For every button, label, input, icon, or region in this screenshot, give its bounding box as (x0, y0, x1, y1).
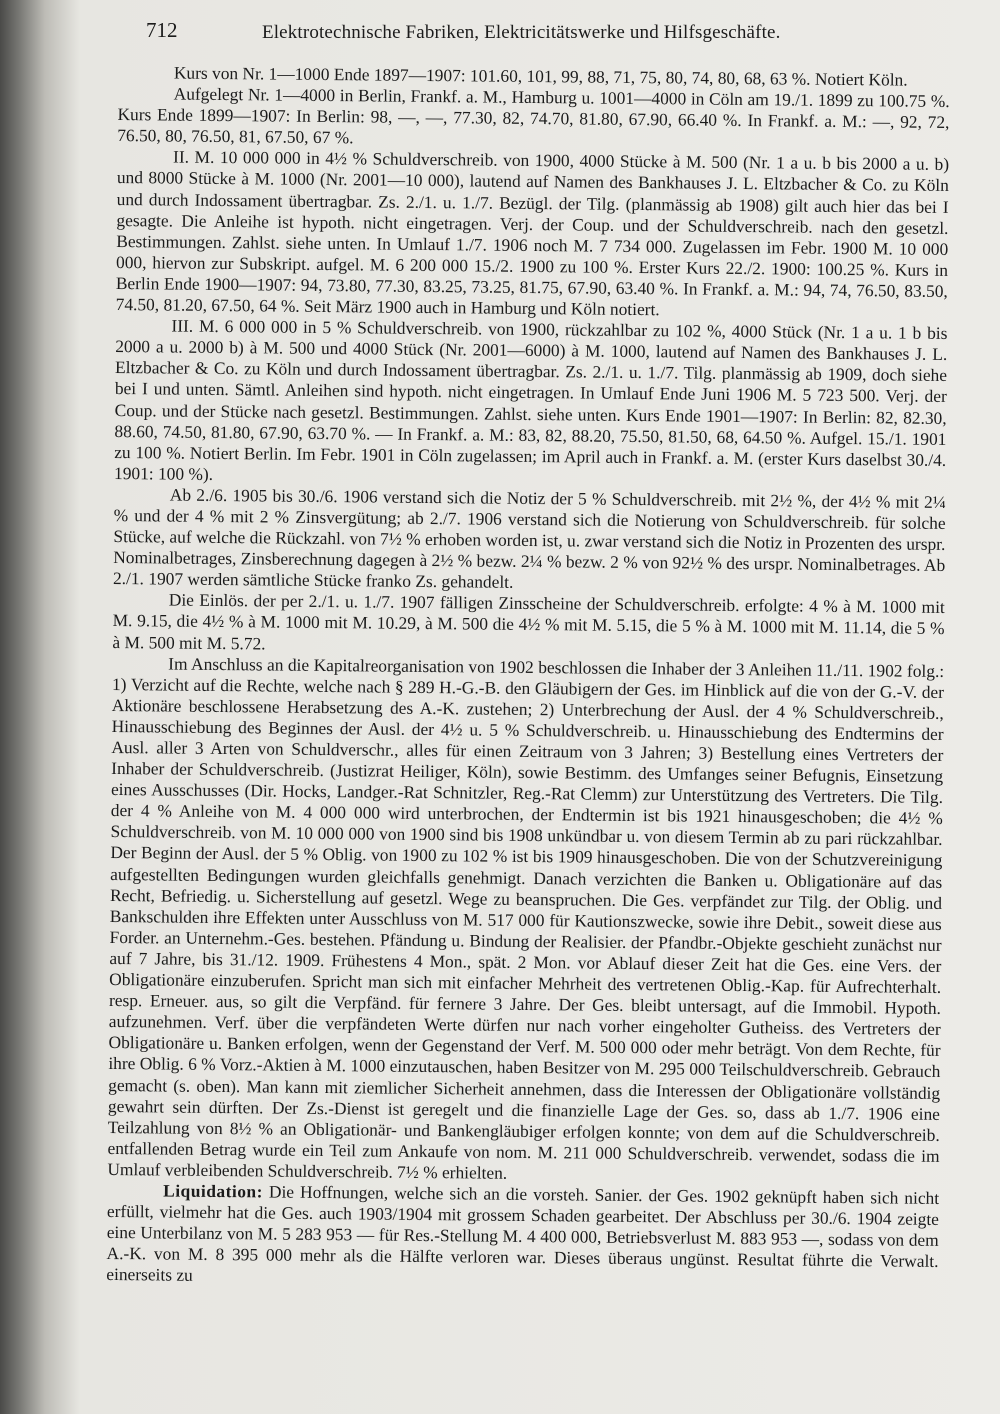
paragraph-aufgelegt: Aufgelegt Nr. 1—4000 in Berlin, Frankf. a. M., Hamburg u. 1001—4000 in Cöln am 19./1. 1899 zu 100.75 %. Kurs Ende 1899—1907: In Berlin: 98, —, —, 77.30, 82, 74.70, 81.80, 67.90, 66.40 %. In Frankf. a. M.: —, 92, 72, 76.50, 80, 76.50, 81, 67.50, 67 %. (117, 83, 950, 148)
page-header (146, 14, 986, 44)
running-title: Elektrotechnische Fabriken, Elektricitätswerke und Hilfsgeschäfte. (262, 22, 781, 43)
paragraph-reorganisation: Im Anschluss an die Kapitalreorganisation von 1902 beschlossen die Inhaber der 3 Anleihen 11./11. 1902 folg.: 1) Verzicht auf die Rechte, welche nach § 289 H.-G.-B. den Gläubigern der Ges. im Hinblick auf die von der G.-V. der Aktionäre beschlossene Herabsetzung des A.-K. zustehen; 2) Unterbrechung der Ausl. der 4 % Schuldverschreib., Hinausschiebung des Beginnes der Ausl. der 4½ u. 5 % Schuldverschreib. u. Hinausschiebung des Endtermins der Ausl. aller 3 Arten von Schuldverschr., alles für einen Zeitraum von 3 Jahren; 3) Bestellung eines Vertreters der Inhaber der Schuldverschreib. (Justizrat Heiliger, Köln), sowie Bestimm. des Umfanges seiner Befugnis, Einsetzung eines Ausschusses (Dir. Hocks, Landger.-Rat Schnitzler, Reg.-Rat Clemm) zur Unterstützung des Vertreters. Die Tilg. der 4 % Anleihe von M. 4 000 000 wird unterbrochen, der Endtermin ist bis 1921 hinausgeschoben; die 4½ % Schuldverschreib. von M. 10 000 000 von 1900 sind bis 1908 unkündbar u. von diesem Termin ab zu pari rückzahlbar. Der Beginn der Ausl. der 5 % Oblig. von 1900 zu 102 % ist bis 1909 hinausgeschoben. Die von der Schutzvereinigung aufgestellten Bedingungen wurden gleichfalls genehmigt. Danach verzichten die Banken u. Obligationäre auf das Recht, Befriedig. u. Sicherstellung auf gesetzl. Wege zu beanspruchen. Die Ges. verpfändet zur Tilg. der Oblig. und Bankschulden ihre Effekten unter Ausschluss von M. 517 000 für Kautionszwecke, sowie ihre Debit., soweit diese aus Forder. an Unternehm.-Ges. bestehen. Pfändung u. Bindung der Realisier. der Pfandbr.-Objekte geschieht zunächst nur auf 7 Jahre, bis 31./12. 1909. Frühestens 4 Mon., spät. 2 Mon. vor Ablauf dieser Zeit hat die Ges. eine Vers. der Obligationäre einzuberufen. Spricht man sich mit einfacher Mehrheit des vertretenen Oblig.-Kap. für Aufrechterhalt. resp. Erneuer. aus, so gilt die Verpfänd. für fernere 3 Jahre. Der Ges. bleibt untersagt, auf die Immobil. Hypoth. aufzunehmen. Verf. über die verpfändeten Werte dürfen nur nach vorher eingeholter Gutheiss. des Vertreters der Obligationäre u. Banken erfolgen, wenn der Gegenstand der Verf. M. 500 000 oder mehr beträgt. Von dem Rechte, für ihre Oblig. 6 % Vorz.-Aktien à M. 1000 einzutauschen, haben Besitzer von M. 295 000 Teilschuldverschreib. Gebrauch gemacht (s. oben). Man kann mit ziemlicher Sicherheit annehmen, dass die Interessen der Obligationäre vollständig gewahrt sein dürften. Der Zs.-Dienst ist geregelt und die finanzielle Lage der Ges. so, dass ab 1./7. 1906 eine Teilzahlung von 8½ % an Obligationär- und Bankengläubiger erfolgen konnte; von dem auf die Schuldverschreib. entfallenden Betrag wurde ein Teil zum Ankaufe von nom. M. 211 000 Schuldverschreib. verwendet, sodass die im Umlauf verbleibenden Schuldverschreib. 7½ % erhielten. (107, 653, 945, 1183)
paragraph-liquidation (106, 1180, 939, 1293)
paragraph-kurs: Kurs von Nr. 1—1000 Ende 1897—1907: 101.60, 101, 99, 88, 71, 75, 80, 74, 80, 68, 63 %. Notiert Köln. (173, 62, 908, 90)
liquidation-heading: Liquidation: (163, 1180, 264, 1202)
paragraph-notiz: Ab 2./6. 1905 bis 30./6. 1906 verstand sich die Notiz der 5 % Schuldverschreib. mit 2½ %, der 4½ % mit 2¼ % und der 4 % mit 2 % Zinsvergütung; ab 2./7. 1906 verstand sich die Notierung von Schuldverschreib. für solche Stücke, auf welche die Rückzahl. von 7½ % erhoben worden ist, u. zwar verstand sich die Notiz in Prozenten des urspr. Nominalbetrages, Zinsberechnung dagegen à 2½ % bezw. 2¼ % bezw. 2 % von 92½ % des urspr. Nominalbetrages. Ab 2./1. 1907 werden sämtliche Stücke franko Zs. gehandelt. (112, 484, 946, 593)
page-number: 712 (146, 18, 178, 42)
paragraph-anleihe-iii: III. M. 6 000 000 in 5 % Schuldverschreib. von 1900, rückzahlbar zu 102 %, 4000 Stück (Nr. 1 a u. 1 b bis 2000 a u. 2000 b) à M. 500 und 4000 Stück (Nr. 2001—6000) à M. 1000, lautend auf Namen des Bankhauses J. L. Eltzbacher & Co. zu Köln und durch Indossament übertragbar. Zs. 2./1. u. 1./7. Tilg. planmässig ab 1909, doch siehe bei I und unten. Sämtl. Anleihen sind hypoth. nicht eingetragen. In Umlauf Ende Juni 1906 M. 5 723 500. Verj. der Coup. und der Stücke nach gesetzl. Bestimmungen. Zahlst. siehe unten. Kurs Ende 1901—1907: In Berlin: 82, 82.30, 88.60, 74.50, 81.80, 67.90, 63.70 %. — In Frankf. a. M.: 83, 82, 88.20, 75.50, 81.50, 68, 64.50 %. Aufgel. 15./1. 1901 zu 100 %. Notiert Berlin. Im Febr. 1901 in Cöln zugelassen; im April auch in Frankf. a. M. (erster Kurs daselbst 30./4. 1901: 100 %). (113, 315, 948, 484)
paragraph-einloesung: Die Einlös. der per 2./1. u. 1./7. 1907 fälligen Zinsscheine der Schuldverschreib. erfolgte: 4 % à M. 1000 mit M. 9.15, die 4½ % à M. 1000 mit M. 10.29, à M. 500 die 4½ % mit M. 5.15, die 5 % à M. 1000 mit M. 11.14, die 5 % à M. 500 mit M. 5.72. (112, 589, 945, 653)
body-text (106, 62, 950, 1293)
paragraph-anleihe-ii: II. M. 10 000 000 in 4½ % Schuldverschreib. von 1900, 4000 Stücke à M. 500 (Nr. 1 a u. b bis 2000 a u. b) und 8000 Stücke à M. 1000 (Nr. 2001—10 000), lautend auf Namen des Bankhauses J. L. Eltzbacher & Co. zu Köln und durch Indossament übertragbar. Zs. 2./1. u. 1./7. Bezügl. der Tilg. (planmässig ab 1908) gilt auch hier das bei I gesagte. Die Anleihe ist hypoth. nicht eingetragen. Verj. der Coup. und der Schuldverschreib. nach den gesetzl. Bestimmungen. Zahlst. siehe unten. In Umlauf 1./7. 1906 noch M. 7 734 000. Zugelassen im Febr. 1900 M. 10 000 000, hiervon zur Subskript. aufgel. M. 6 200 000 15./2. 1900 zu 100 %. Erster Kurs 22./2. 1900: 100.25 %. Kurs in Berlin Ende 1900—1907: 94, 73.80, 77.30, 83.25, 73.25, 81.75, 67.90, 63.40 %. In Frankf. a. M.: 94, 74, 76.50, 83.50, 74.50, 81.20, 67.50, 64 %. Seit März 1900 auch in Hamburg und Köln notiert. (115, 146, 950, 320)
liquidation-text: Die Hoffnungen, welche sich an die vorsteh. Sanier. der Ges. 1902 geknüpft haben sich nicht erfüllt, vielmehr hat die Ges. auch 1903/1904 mit grossem Schaden gearbeitet. Der Abschluss per 30./6. 1904 zeigte eine Unterbilanz von M. 5 283 953 — für Res.-Stellung M. 4 400 000, Betriebsverlust M. 883 953 —, sodass von dem A.-K. von M. 8 395 000 mehr als die Hälfte verloren war. Dieses überaus ungünst. Resultat führte die Verwalt. einerseits zu (106, 1181, 940, 1286)
